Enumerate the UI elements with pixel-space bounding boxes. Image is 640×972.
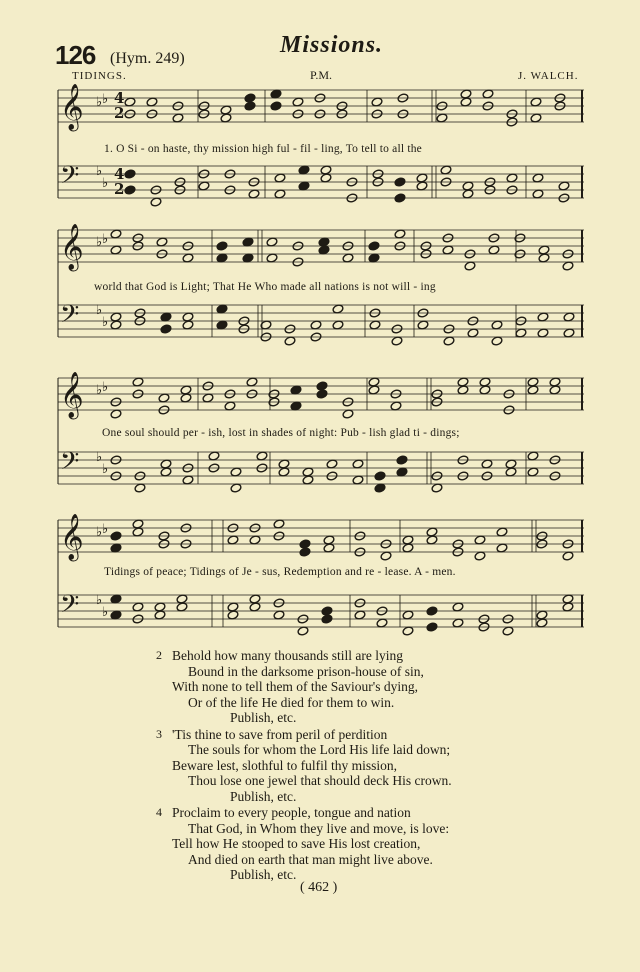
- note-head: [274, 189, 286, 199]
- note-head: [323, 535, 335, 545]
- verse-line: 'Tis thine to save from peril of perdition: [172, 726, 388, 742]
- note-head: [273, 519, 285, 529]
- note-head: [146, 97, 158, 107]
- treble-clef-icon: 𝄞: [60, 224, 84, 270]
- note-head: [457, 377, 469, 387]
- note-head: [182, 320, 194, 330]
- note-head: [278, 459, 290, 469]
- hymn-reference: (Hym. 249): [110, 50, 185, 67]
- note-head: [426, 606, 438, 616]
- note-head: [110, 245, 122, 255]
- verse-line: The souls for whom the Lord His life laid down;: [188, 742, 451, 757]
- note-head: [249, 535, 261, 545]
- note-head: [527, 377, 539, 387]
- verse: [156, 805, 560, 883]
- note-head: [332, 320, 344, 330]
- verse-line: Bound in the darksome prison-house of sin,: [188, 663, 424, 679]
- note-head: [402, 543, 414, 553]
- verse-line: Thou lose one jewel that should deck His crown.: [188, 773, 452, 788]
- note-head: [124, 185, 136, 195]
- note-head: [396, 467, 408, 477]
- note-head: [310, 320, 322, 330]
- note-head: [462, 181, 474, 191]
- verse-line: Publish, etc.: [230, 867, 297, 882]
- note-head: [527, 385, 539, 395]
- note-head: [352, 459, 364, 469]
- note-head: [416, 173, 428, 183]
- note-head: [431, 483, 443, 493]
- note-head: [394, 193, 406, 203]
- note-head: [396, 455, 408, 465]
- note-head: [482, 89, 494, 99]
- note-head: [292, 97, 304, 107]
- note-head: [182, 253, 194, 263]
- note-head: [442, 245, 454, 255]
- note-head: [527, 451, 539, 461]
- note-head: [323, 543, 335, 553]
- verse-line: Or of the life He died for them to win.: [188, 694, 395, 710]
- time-signature: 2: [114, 180, 125, 198]
- note-head: [134, 483, 146, 493]
- note-head: [417, 320, 429, 330]
- note-head: [549, 385, 561, 395]
- note-head: [176, 602, 188, 612]
- note-head: [394, 229, 406, 239]
- note-head: [474, 535, 486, 545]
- note-head: [532, 189, 544, 199]
- note-head: [538, 253, 550, 263]
- tune-name: TIDINGS.: [72, 70, 127, 82]
- verse-number: 4: [156, 805, 162, 819]
- hymn-number: 126: [55, 40, 96, 70]
- note-head: [256, 451, 268, 461]
- verse-line: Publish, etc.: [230, 710, 297, 725]
- key-signature-flat-icon: ♭: [102, 380, 109, 395]
- verse-line: And died on earth that man might live above.: [188, 851, 433, 867]
- note-head: [302, 467, 314, 477]
- note-head: [436, 113, 448, 123]
- note-head: [302, 475, 314, 485]
- note-head: [505, 467, 517, 477]
- note-head: [270, 101, 282, 111]
- note-head: [402, 535, 414, 545]
- note-head: [402, 626, 414, 636]
- note-head: [440, 165, 452, 175]
- note-head: [290, 385, 302, 395]
- verse-number: 2: [156, 648, 162, 662]
- verses: [156, 648, 560, 884]
- note-head: [246, 377, 258, 387]
- note-head: [230, 467, 242, 477]
- note-head: [562, 594, 574, 604]
- key-signature-flat-icon: ♭: [96, 593, 103, 608]
- time-signature: 4: [114, 89, 125, 107]
- note-head: [538, 245, 550, 255]
- note-head: [515, 328, 527, 338]
- note-head: [537, 312, 549, 322]
- meter: P.M.: [310, 68, 333, 82]
- note-head: [342, 253, 354, 263]
- note-head: [110, 610, 122, 620]
- note-head: [321, 606, 333, 616]
- note-head: [368, 377, 380, 387]
- note-head: [176, 594, 188, 604]
- note-head: [316, 381, 328, 391]
- note-head: [460, 89, 472, 99]
- note-head: [368, 253, 380, 263]
- key-signature-flat-icon: ♭: [102, 176, 109, 191]
- note-head: [502, 626, 514, 636]
- note-head: [110, 320, 122, 330]
- note-head: [278, 467, 290, 477]
- note-head: [479, 377, 491, 387]
- note-head: [180, 393, 192, 403]
- note-head: [318, 245, 330, 255]
- note-head: [371, 97, 383, 107]
- note-head: [318, 237, 330, 247]
- note-head: [270, 89, 282, 99]
- note-head: [394, 177, 406, 187]
- note-head: [402, 610, 414, 620]
- note-head: [110, 409, 122, 419]
- verse-line: Proclaim to every people, tongue and nation: [172, 805, 411, 820]
- note-head: [132, 602, 144, 612]
- bass-clef-icon: 𝄢: [60, 447, 80, 482]
- note-head: [467, 328, 479, 338]
- note-head: [154, 610, 166, 620]
- key-signature-flat-icon: ♭: [102, 462, 109, 477]
- key-signature-flat-icon: ♭: [96, 525, 103, 540]
- note-head: [198, 181, 210, 191]
- verse-line: Tell how He stooped to save His lost creation,: [172, 836, 421, 851]
- note-head: [479, 385, 491, 395]
- note-head: [227, 535, 239, 545]
- note-head: [532, 173, 544, 183]
- note-head: [426, 622, 438, 632]
- note-head: [342, 409, 354, 419]
- note-head: [156, 237, 168, 247]
- note-head: [273, 610, 285, 620]
- time-signature: 4: [114, 165, 125, 183]
- verse-line: Beware lest, slothful to fulfil thy mission,: [172, 757, 397, 773]
- note-head: [284, 336, 296, 346]
- note-head: [110, 594, 122, 604]
- verse: [156, 648, 560, 726]
- note-head: [132, 519, 144, 529]
- key-signature-flat-icon: ♭: [102, 315, 109, 330]
- note-head: [244, 101, 256, 111]
- note-head: [374, 483, 386, 493]
- note-head: [369, 320, 381, 330]
- note-head: [530, 97, 542, 107]
- bass-clef-icon: 𝄢: [60, 161, 80, 196]
- note-head: [416, 181, 428, 191]
- note-head: [457, 385, 469, 395]
- note-head: [496, 527, 508, 537]
- note-head: [390, 401, 402, 411]
- note-head: [290, 401, 302, 411]
- note-head: [132, 377, 144, 387]
- note-head: [227, 610, 239, 620]
- note-head: [563, 328, 575, 338]
- lyric-line-3: One soul should per - ish, lost in shades of night: Pub - lish glad ti - dings;: [102, 427, 460, 439]
- note-head: [216, 253, 228, 263]
- note-head: [216, 304, 228, 314]
- note-head: [320, 173, 332, 183]
- note-head: [242, 237, 254, 247]
- lyric-line-2: world that God is Light; That He Who made all nations is not will - ing: [94, 281, 436, 293]
- note-head: [530, 113, 542, 123]
- note-head: [452, 602, 464, 612]
- key-signature-flat-icon: ♭: [102, 92, 109, 107]
- note-head: [321, 614, 333, 624]
- note-head: [505, 459, 517, 469]
- note-head: [160, 459, 172, 469]
- note-head: [154, 602, 166, 612]
- key-signature-flat-icon: ♭: [96, 95, 103, 110]
- note-head: [182, 312, 194, 322]
- note-head: [220, 105, 232, 115]
- bass-clef-icon: 𝄢: [60, 300, 80, 335]
- treble-clef-icon: 𝄞: [60, 84, 84, 130]
- note-head: [426, 535, 438, 545]
- note-head: [562, 551, 574, 561]
- note-head: [491, 336, 503, 346]
- note-head: [460, 97, 472, 107]
- lyric-line-4: Tidings of peace; Tidings of Je - sus, Redemption and re - lease. A - men.: [104, 566, 456, 578]
- note-head: [374, 471, 386, 481]
- note-head: [244, 93, 256, 103]
- note-head: [180, 385, 192, 395]
- note-head: [474, 551, 486, 561]
- key-signature-flat-icon: ♭: [102, 232, 109, 247]
- note-head: [549, 377, 561, 387]
- note-head: [110, 543, 122, 553]
- note-head: [299, 547, 311, 557]
- note-head: [320, 165, 332, 175]
- note-head: [158, 393, 170, 403]
- key-signature-flat-icon: ♭: [96, 164, 103, 179]
- lyric-line-1: 1. O Si - on haste, thy mission high ful - fil - ling, To tell to all the: [104, 143, 422, 155]
- section-title: Missions.: [280, 32, 384, 58]
- key-signature-flat-icon: ♭: [96, 450, 103, 465]
- note-head: [527, 467, 539, 477]
- note-head: [537, 328, 549, 338]
- note-head: [224, 401, 236, 411]
- note-head: [558, 181, 570, 191]
- note-head: [506, 173, 518, 183]
- verse-number: 3: [156, 726, 162, 741]
- note-head: [464, 261, 476, 271]
- note-head: [124, 169, 136, 179]
- note-head: [536, 610, 548, 620]
- verse-line: That God, in Whom they live and move, is love:: [188, 820, 450, 836]
- note-head: [242, 253, 254, 263]
- key-signature-flat-icon: ♭: [96, 383, 103, 398]
- note-head: [443, 336, 455, 346]
- key-signature-flat-icon: ♭: [96, 303, 103, 318]
- note-head: [110, 531, 122, 541]
- note-head: [150, 197, 162, 207]
- note-head: [481, 459, 493, 469]
- note-head: [368, 241, 380, 251]
- note-head: [110, 312, 122, 322]
- note-head: [332, 304, 344, 314]
- bass-clef-icon: 𝄢: [60, 590, 80, 625]
- note-head: [298, 165, 310, 175]
- note-head: [562, 602, 574, 612]
- time-signature: 2: [114, 104, 125, 122]
- treble-clef-icon: 𝄞: [60, 372, 84, 418]
- note-head: [202, 393, 214, 403]
- note-head: [182, 475, 194, 485]
- key-signature-flat-icon: ♭: [102, 605, 109, 620]
- note-head: [230, 483, 242, 493]
- note-head: [160, 324, 172, 334]
- note-head: [563, 312, 575, 322]
- verse-line: Behold how many thousands still are lying: [172, 648, 403, 663]
- note-head: [496, 543, 508, 553]
- note-head: [216, 241, 228, 251]
- note-head: [160, 467, 172, 477]
- note-head: [462, 189, 474, 199]
- verse-line: With none to tell them of the Saviour's dying,: [172, 679, 418, 694]
- note-head: [391, 336, 403, 346]
- note-head: [208, 451, 220, 461]
- note-head: [536, 618, 548, 628]
- note-head: [274, 173, 286, 183]
- note-head: [298, 181, 310, 191]
- note-head: [172, 113, 184, 123]
- note-head: [299, 539, 311, 549]
- note-head: [266, 237, 278, 247]
- note-head: [160, 312, 172, 322]
- note-head: [376, 618, 388, 628]
- note-head: [352, 475, 364, 485]
- note-head: [132, 527, 144, 537]
- note-head: [249, 602, 261, 612]
- verse-line: Publish, etc.: [230, 788, 297, 804]
- note-head: [488, 245, 500, 255]
- key-signature-flat-icon: ♭: [96, 235, 103, 250]
- page-number: ( 462 ): [300, 880, 338, 895]
- note-head: [249, 594, 261, 604]
- note-head: [562, 261, 574, 271]
- treble-clef-icon: 𝄞: [60, 514, 84, 560]
- note-head: [354, 610, 366, 620]
- note-head: [426, 527, 438, 537]
- note-head: [316, 389, 328, 399]
- verse: [156, 726, 560, 805]
- note-head: [368, 385, 380, 395]
- note-head: [297, 626, 309, 636]
- note-head: [380, 551, 392, 561]
- note-head: [266, 253, 278, 263]
- note-head: [216, 320, 228, 330]
- note-head: [491, 320, 503, 330]
- composer: J. WALCH.: [518, 70, 579, 82]
- note-head: [220, 113, 232, 123]
- key-signature-flat-icon: ♭: [102, 522, 109, 537]
- note-head: [124, 97, 136, 107]
- note-head: [452, 618, 464, 628]
- note-head: [248, 189, 260, 199]
- note-head: [110, 229, 122, 239]
- note-head: [326, 459, 338, 469]
- note-head: [227, 602, 239, 612]
